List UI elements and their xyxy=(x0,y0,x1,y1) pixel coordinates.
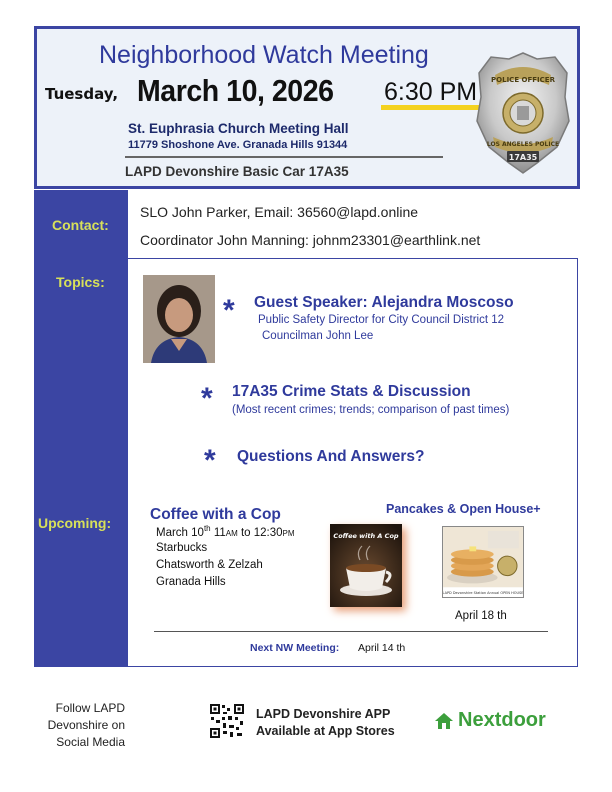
left-sidebar xyxy=(34,190,128,667)
meeting-date: March 10, 2026 xyxy=(137,73,334,108)
qa-bullet-icon: * xyxy=(204,444,216,477)
coordinator-contact: Coordinator John Manning: johnm23301@earthlink.net xyxy=(140,232,481,248)
meeting-title: Neighborhood Watch Meeting xyxy=(99,41,429,69)
basic-car-label: LAPD Devonshire Basic Car 17A35 xyxy=(125,164,349,179)
pancake-flyer-image xyxy=(442,526,524,598)
contact-label: Contact: xyxy=(52,217,109,233)
pancake-date: April 18 th xyxy=(455,610,507,622)
coffee-place: Starbucks xyxy=(156,542,208,554)
social-media-note: Follow LAPD Devonshire on Social Media xyxy=(47,701,125,749)
coffee-datetime: March 10th 11AM to 12:30PM xyxy=(156,524,295,539)
badge-number: 17A35 xyxy=(508,153,538,162)
nextdoor-logo[interactable] xyxy=(434,709,546,732)
nextdoor-house-icon xyxy=(434,712,454,730)
badge-top-text: POLICE OFFICER xyxy=(491,76,555,84)
pancake-image-caption: LAPD Devonshire Station Annual OPEN HOUSE xyxy=(442,591,524,596)
meeting-venue: St. Euphrasia Church Meeting Hall xyxy=(128,121,349,136)
crime-stats-sub: (Most recent crimes; trends; comparison of past times) xyxy=(232,404,510,416)
speaker-title: Guest Speaker: Alejandra Moscoso xyxy=(254,294,514,311)
speaker-office: Councilman John Lee xyxy=(262,330,374,342)
slo-contact: SLO John Parker, Email: 36560@lapd.online xyxy=(140,204,419,220)
next-meeting-label: Next NW Meeting: xyxy=(250,642,340,654)
qa-title: Questions And Answers? xyxy=(237,448,425,465)
nextdoor-wordmark: Nextdoor xyxy=(458,709,546,731)
meeting-time: 6:30 PM xyxy=(381,79,480,110)
header-divider xyxy=(125,156,443,158)
header-panel xyxy=(34,26,580,189)
app-promo: LAPD Devonshire APP Available at App Stores xyxy=(256,707,395,738)
coffee-city: Granada Hills xyxy=(156,576,226,588)
coffee-street: Chatsworth & Zelzah xyxy=(156,559,263,571)
speaker-bullet-icon: * xyxy=(223,294,235,327)
badge-bottom-text: LOS ANGELES POLICE xyxy=(486,141,560,148)
speaker-photo xyxy=(143,275,215,363)
pancake-title: Pancakes & Open House+ xyxy=(386,502,541,516)
speaker-role: Public Safety Director for City Council District 12 xyxy=(258,314,505,326)
police-badge-icon xyxy=(475,51,571,175)
next-meeting-date: April 14 th xyxy=(358,642,406,654)
crime-bullet-icon: * xyxy=(201,382,213,415)
qr-code-icon[interactable] xyxy=(209,703,245,739)
coffee-image-caption: Coffee with A Cop xyxy=(333,532,399,540)
topics-label: Topics: xyxy=(56,274,105,290)
meeting-day: Tuesday, xyxy=(45,85,119,103)
crime-stats-title: 17A35 Crime Stats & Discussion xyxy=(232,383,471,400)
coffee-title: Coffee with a Cop xyxy=(150,506,281,523)
upcoming-divider xyxy=(154,631,548,632)
upcoming-label: Upcoming: xyxy=(38,515,112,531)
meeting-address: 11779 Shoshone Ave. Granada Hills 91344 xyxy=(128,139,348,151)
coffee-image xyxy=(330,524,402,607)
